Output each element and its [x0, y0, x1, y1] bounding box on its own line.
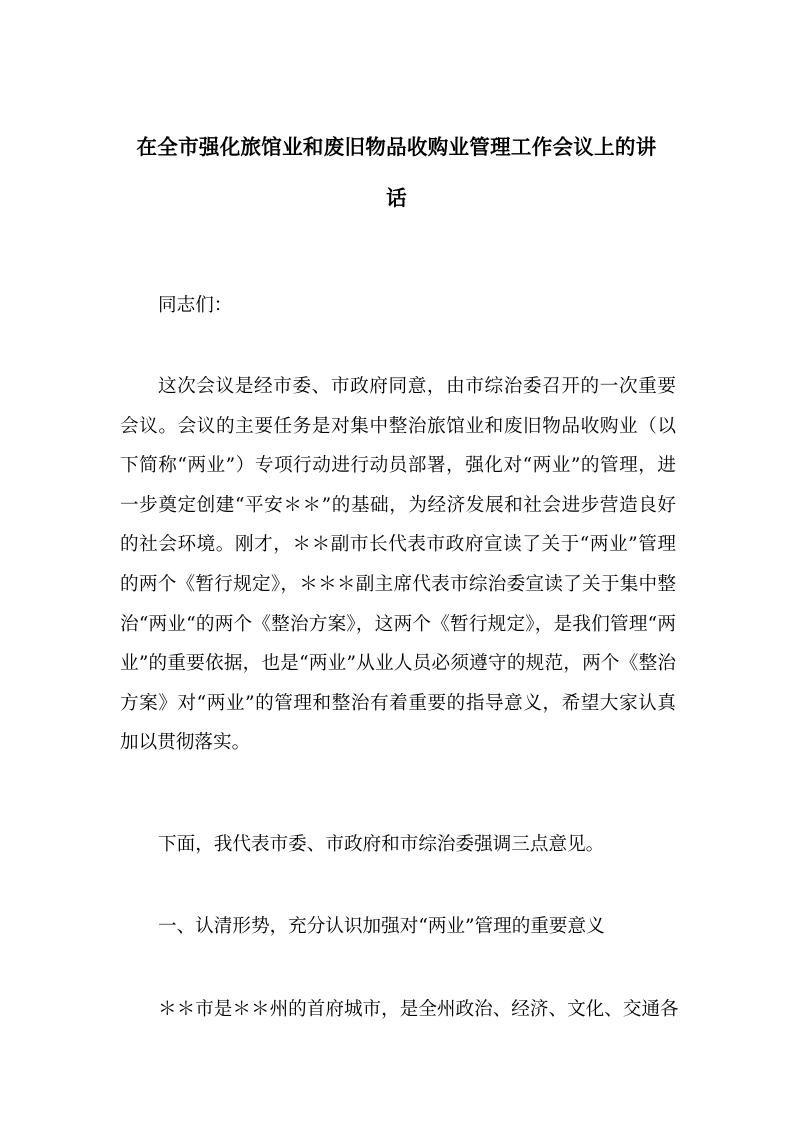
paragraph-section1-start: ＊＊市是＊＊州的首府城市，是全州政治、经济、文化、交通各	[158, 999, 679, 1020]
section-heading-1: 一、认清形势，充分认识加强对“两业”管理的重要意义	[158, 916, 605, 937]
document-title-line-1: 在全市强化旅馆业和废旧物品收购业管理工作会议上的讲	[136, 135, 657, 159]
salutation: 同志们：	[158, 295, 233, 316]
paragraph-three-points: 下面，我代表市委、市政府和市综治委强调三点意见。	[158, 834, 605, 855]
document-title-line-2: 话	[386, 186, 407, 210]
paragraph-intro: 这次会议是经市委、市政府同意，由市综治委召开的一次重要会议。会议的主要任务是对集中整治旅馆业和废旧物品收购业（以下简称“两业”）专项行动进行动员部署，强化对“两业”的管理，进一步奠定创建“平安＊＊”的基础，为经济发展和社会进步营造良好的社会环境。刚才，＊＊副市长代表市政府宣读了关于“两业”管理的两个《暂行规定》，＊＊＊副主席代表市综治委宣读了关于集中整治“两业“的两个《整治方案》，这两个《暂行规定》，是我们管理“两业”的重要依据，也是“两业”从业人员必须遵守的规范，两个《整治方案》对“两业”的管理和整治有着重要的指导意义，希望大家认真加以贯彻落实。	[120, 376, 676, 754]
